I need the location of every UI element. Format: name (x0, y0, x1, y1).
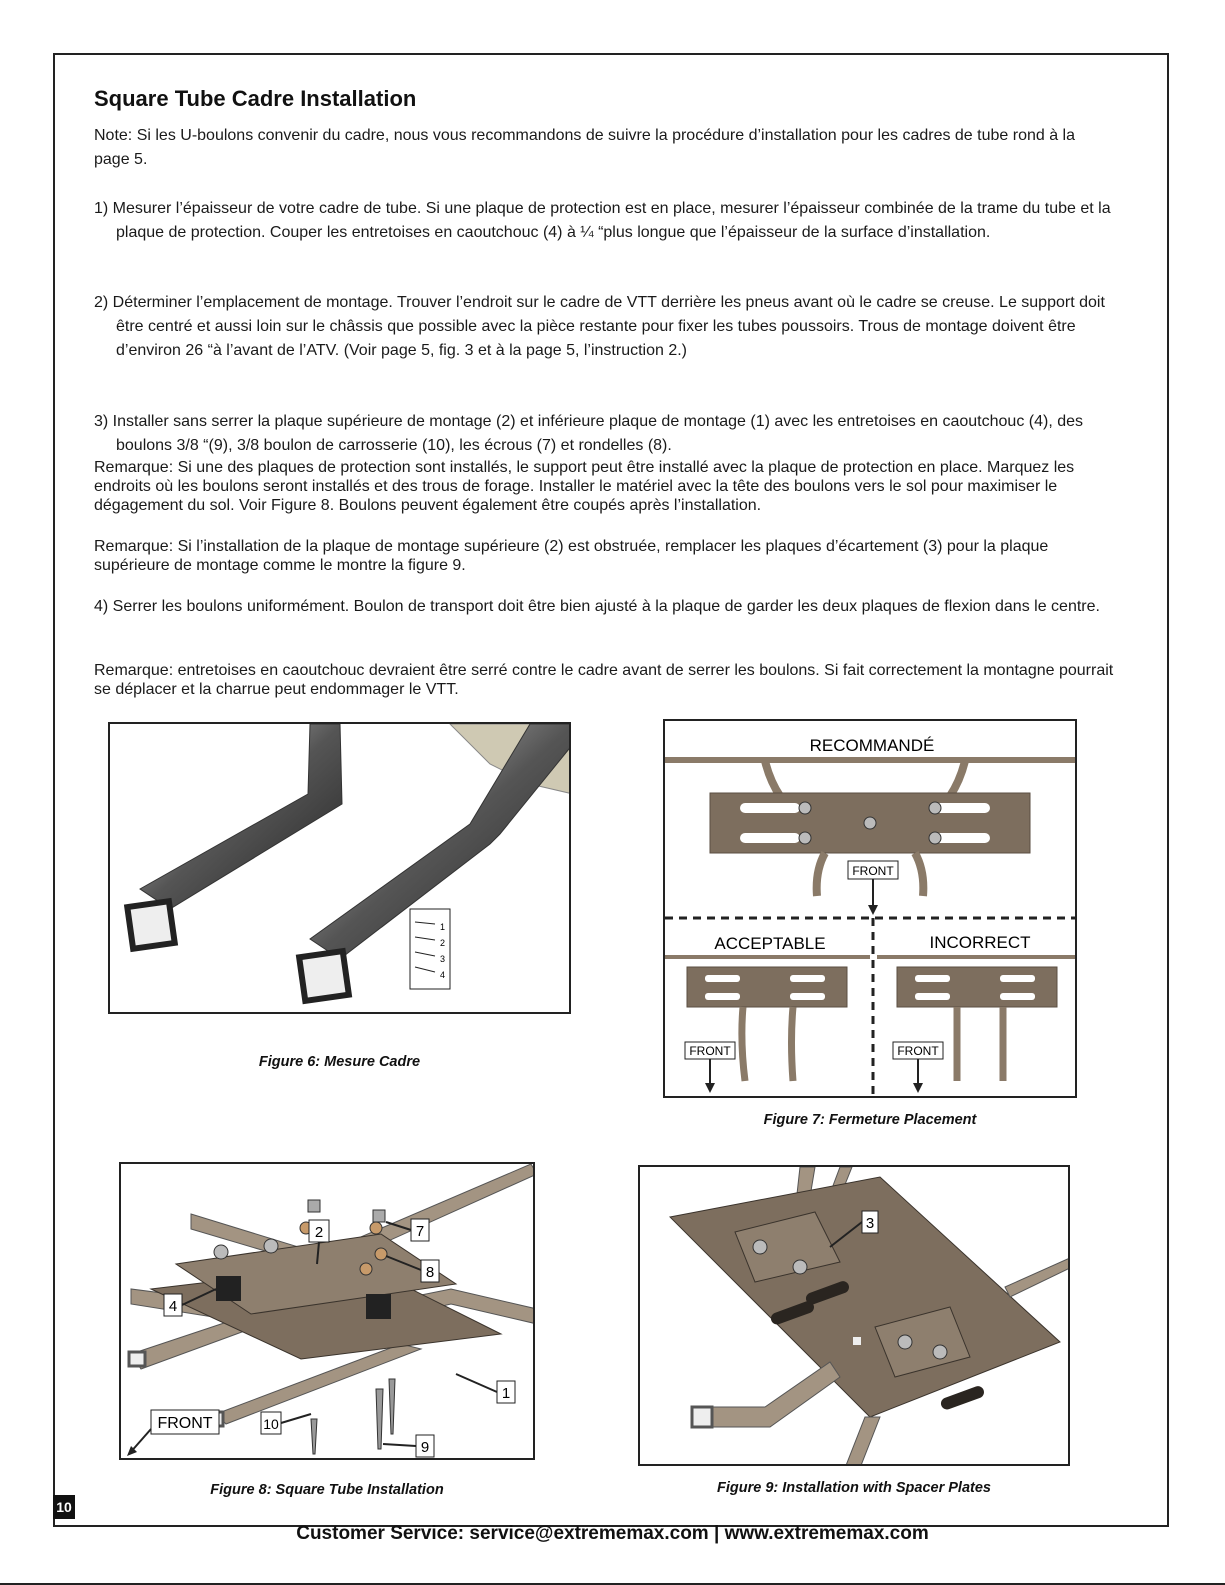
callout: 1 (501, 1385, 511, 1402)
front-label: FRONT (852, 864, 894, 878)
callout: 10 (263, 1416, 279, 1432)
ruler-mark: 2 (440, 938, 446, 948)
ruler-mark: 4 (440, 970, 446, 980)
ruler-mark: 3 (440, 954, 446, 964)
front-label: FRONT (897, 1044, 939, 1058)
remark-3: Remarque: entretoises en caoutchouc devraient être serré contre le cadre avant de serrer les boulons. Si fait correctement la montagne pourrait se déplacer et la charrue peut endommager le VTT. (94, 662, 1114, 698)
figure-8-image (119, 1162, 535, 1460)
figure-6-image (108, 722, 571, 1014)
intro-note: Note: Si les U-boulons convenir du cadre, nous vous recommandons de suivre la procédure d’installation pour les cadres de tube rond à la page 5. (94, 127, 1075, 168)
footer-contact: Customer Service: service@extrememax.com | www.extrememax.com (296, 1523, 929, 1544)
recommended-label: RECOMMANDÉ (809, 736, 935, 755)
incorrect-label: INCORRECT (929, 933, 1031, 952)
remark-2: Remarque: Si l’installation de la plaque de montage supérieure (2) est obstruée, remplacer les plaques d’écartement (3) pour la plaque supérieure de montage comme le montre la figure 9. (94, 538, 1049, 574)
figure-8-caption: Figure 8: Square Tube Installation (210, 1482, 444, 1498)
step-2: 2) Déterminer l’emplacement de montage. Trouver l’endroit sur le cadre de VTT derrière les pneus avant où le cadre se creuse. Le support doit être centré et aussi loin sur le châssis que possible avec la pièce restante pour fixer les tubes poussoirs. Trous de montage doivent être d’environ 26 “à l’avant de l’ATV. (Voir page 5, fig. 3 et à la page 5, l’instruction 2.) (94, 294, 1105, 359)
callout: 9 (420, 1439, 430, 1456)
step-4: 4) Serrer les boulons uniformément. Boulon de transport doit être bien ajusté à la plaque de garder les deux plaques de flexion dans le centre. (94, 598, 1100, 615)
front-label: FRONT (689, 1044, 731, 1058)
figure-7-diagram (663, 719, 1077, 1098)
acceptable-label: ACCEPTABLE (714, 934, 826, 953)
step-1: 1) Mesurer l’épaisseur de votre cadre de tube. Si une plaque de protection est en place, mesurer l’épaisseur combinée de la trame du tube et la plaque de protection. Couper les entretoises en caoutchouc (4) à ¼ “plus longue que l’épaisseur de la surface d’installation. (94, 200, 1111, 241)
callout: 3 (865, 1215, 875, 1232)
front-label: FRONT (157, 1415, 213, 1432)
callout: 7 (415, 1223, 425, 1240)
remark-1: Remarque: Si une des plaques de protection sont installés, le support peut être installé avec la plaque de protection en place. Marquez les endroits où les boulons seront installés et des trous de forage. Installer le matériel avec la tête des boulons vers le sol pour maximiser le dégagement du sol. Voir Figure 8. Boulons peuvent également être coupés après l’installation. (94, 459, 1075, 514)
figure-6-caption: Figure 6: Mesure Cadre (258, 1054, 421, 1070)
page-number: 10 (53, 1495, 75, 1519)
figure-9-image (638, 1165, 1070, 1466)
callout: 2 (314, 1224, 324, 1241)
page-title: Square Tube Cadre Installation (94, 86, 417, 111)
figure-7-caption: Figure 7: Fermeture Placement (763, 1112, 977, 1128)
figure-9-caption: Figure 9: Installation with Spacer Plates (717, 1480, 991, 1496)
callout: 4 (168, 1298, 178, 1315)
ruler-mark: 1 (440, 922, 446, 932)
step-3: 3) Installer sans serrer la plaque supérieure de montage (2) et inférieure plaque de montage (1) avec les entretoises en caoutchouc (4), des boulons 3/8 “(9), 3/8 boulon de carrosserie (10), les écrous (7) et rondelles (8). (94, 413, 1083, 454)
callout: 8 (425, 1264, 435, 1281)
